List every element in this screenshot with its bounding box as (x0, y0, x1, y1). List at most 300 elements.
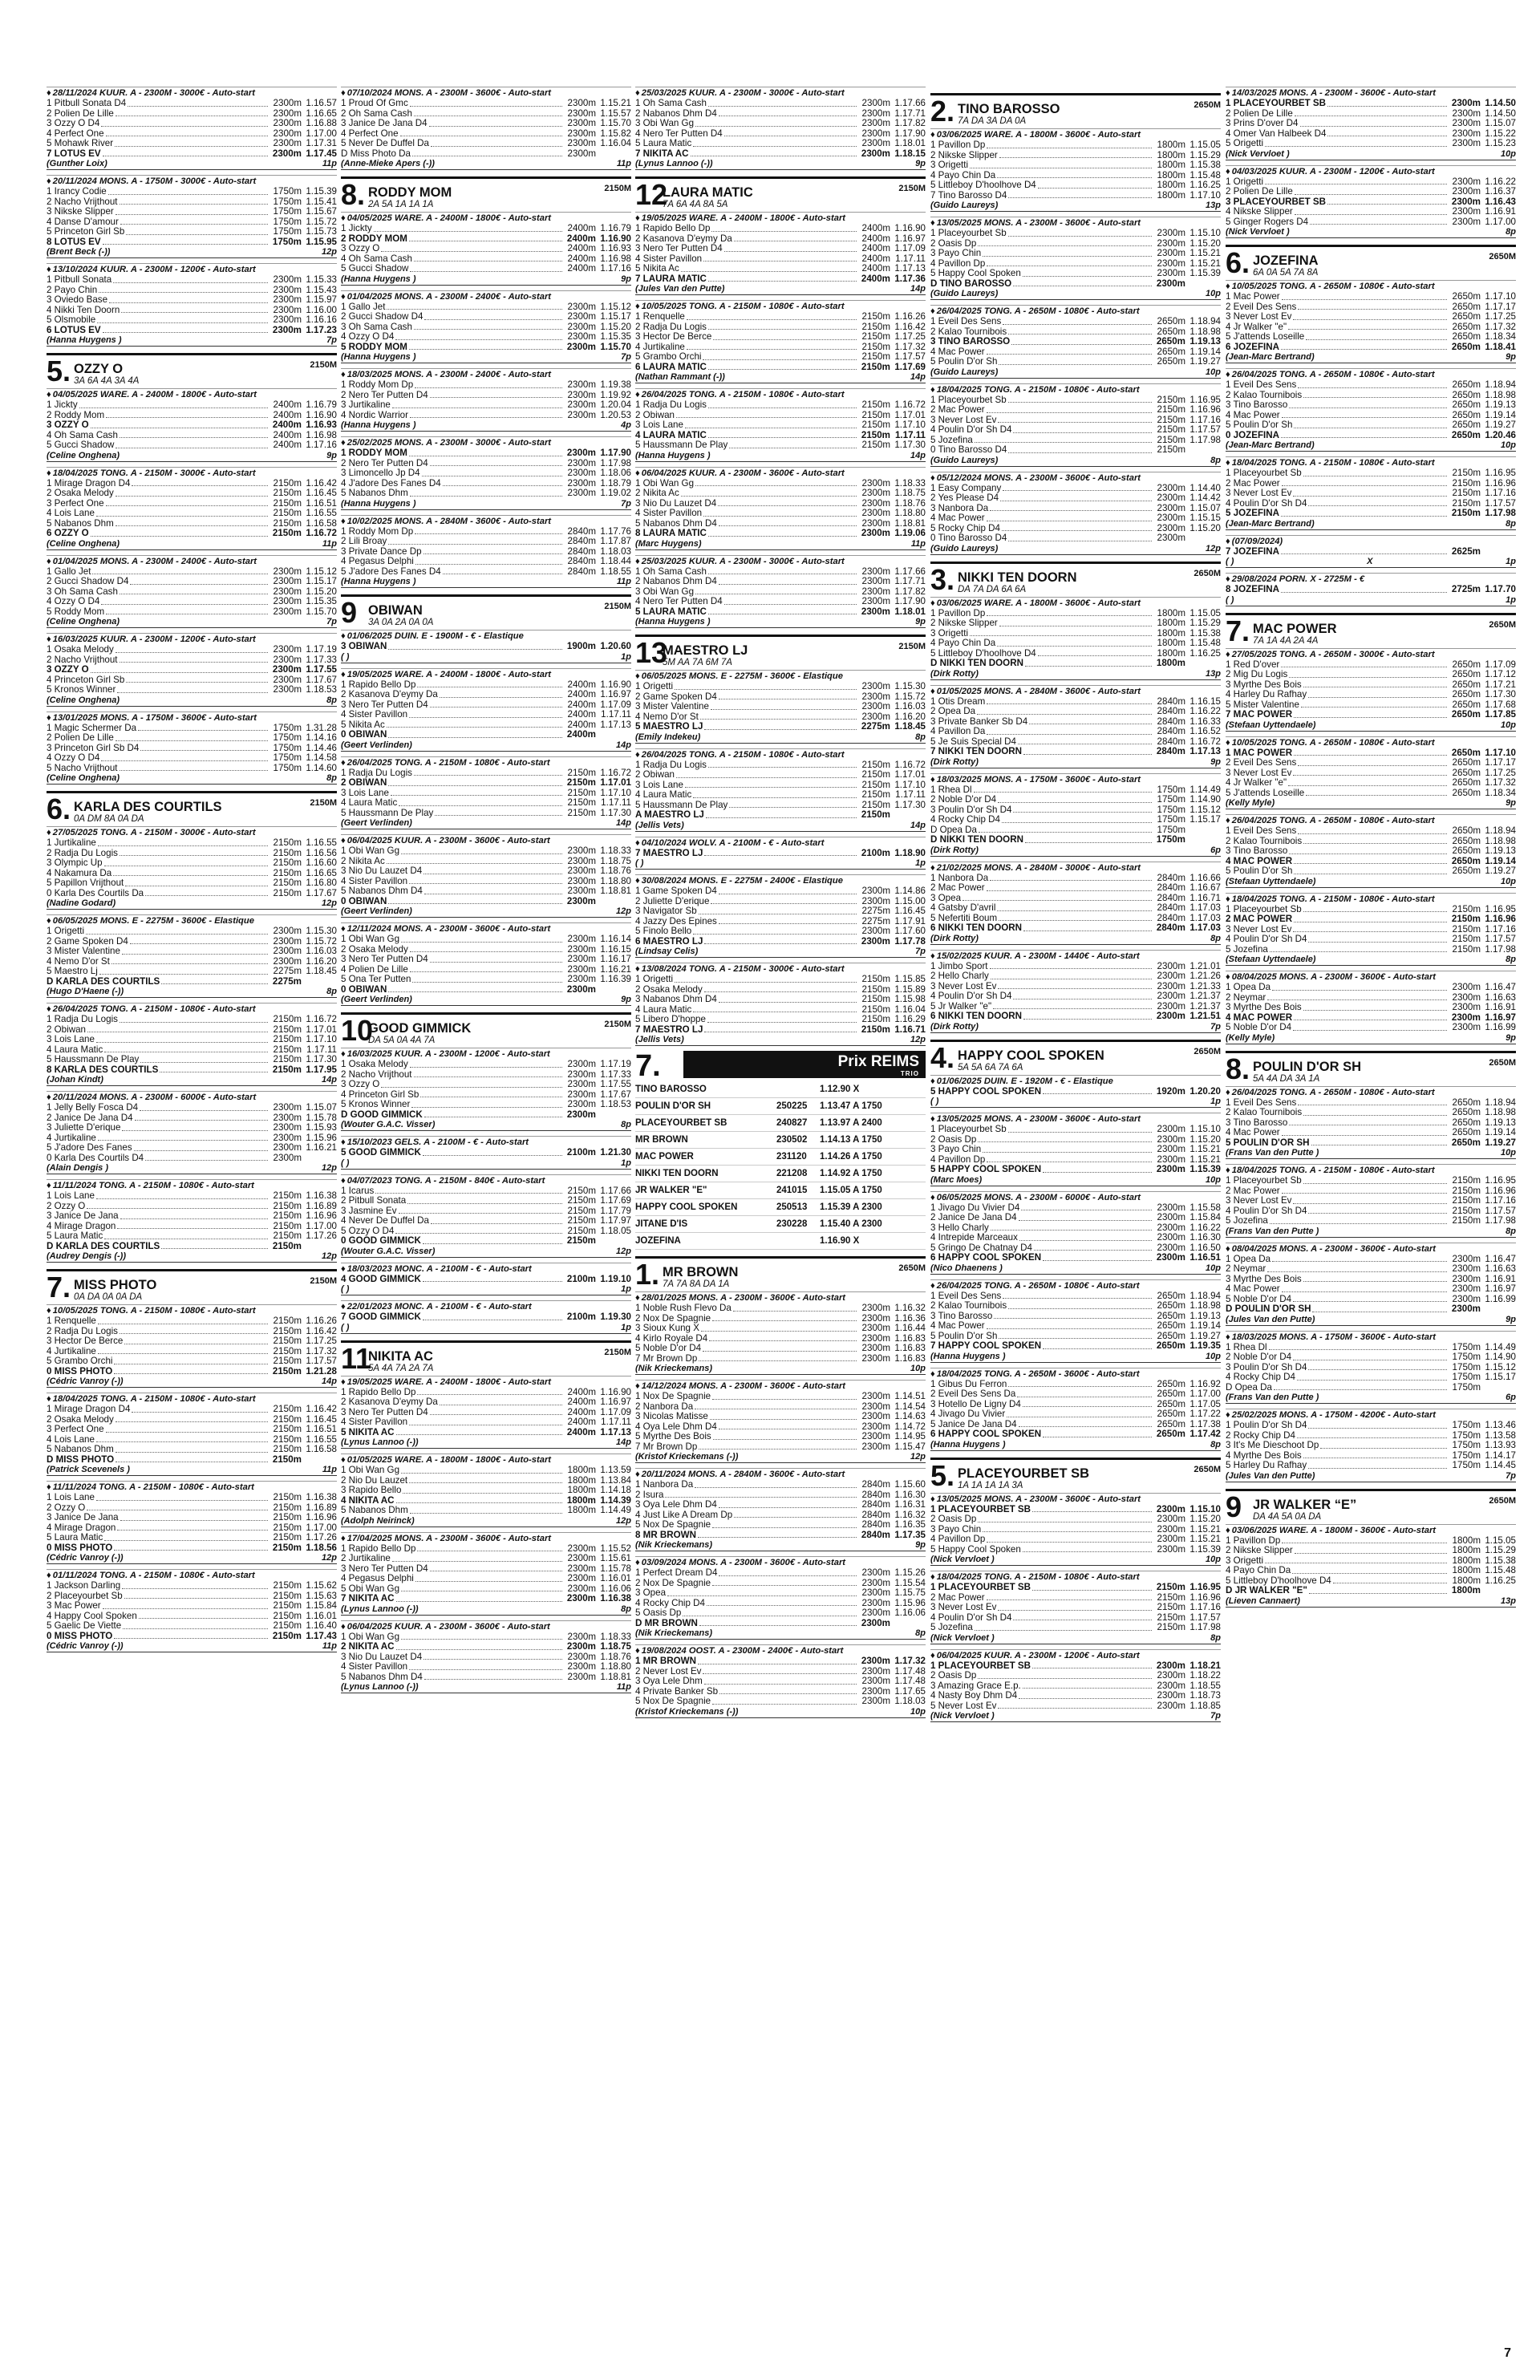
result-time: 1.17.30 (894, 799, 926, 810)
result-horse: 5 Harley Du Rafhay (1226, 1460, 1307, 1470)
result-horse: 1 Roddy Mom Dp (341, 525, 414, 537)
result-time: 1.21.51 (1189, 1011, 1221, 1021)
result-horse: 5 Maestro Lj (47, 966, 98, 976)
driver-name: (Wouter G.A.C. Visser) (341, 1120, 436, 1129)
result-time: 1.18.85 (1189, 1700, 1221, 1711)
field-size: 9p (1506, 1314, 1516, 1324)
result-horse: 5 Poulin D'or Sh (930, 356, 998, 367)
leader-dots (1038, 180, 1152, 189)
diamond-icon: ♦ (341, 1377, 346, 1387)
result-horse: 2 Oasis Dp (930, 1514, 977, 1524)
horse-name: GOOD GIMMICK (368, 1021, 472, 1036)
result-time: 1.17.67 (306, 887, 337, 898)
result-horse: 2 Mig Du Logis (1226, 669, 1288, 679)
result-horse: 1 Opea Da (1226, 1253, 1271, 1264)
race-block (341, 834, 631, 918)
result-horse: 1 Irancy Codie (47, 186, 107, 197)
result-time: 1.17.32 (306, 1345, 337, 1356)
result-distance: 1800m (1157, 180, 1185, 190)
result-time: 1.14.50 (1485, 107, 1516, 119)
result-time: 1.19.14 (1189, 346, 1221, 357)
result-horse: 4 Pegasus Delphi (341, 556, 414, 566)
result-horse: 5 Nabanos Dhm D4 (341, 886, 423, 896)
leader-dots (998, 1603, 1152, 1611)
result-horse: 3 Never Lost Ev (1226, 311, 1292, 322)
leader-dots (403, 1486, 562, 1494)
result-horse: 5 Roddy Mom (47, 606, 105, 617)
leader-dots (410, 411, 562, 419)
result-distance: 2300m (1156, 1011, 1185, 1021)
leader-dots (1294, 420, 1447, 428)
result-horse: 3 Nikske Slipper (47, 206, 114, 217)
leader-dots (443, 479, 562, 487)
result-time: 1.15.72 (306, 935, 337, 947)
race-info: 20/11/2024 MONS. A - 1750M - 3000€ - Auto-start (52, 176, 257, 186)
result-horse: 1 Renquelle (635, 311, 685, 322)
horse-number: 9 (341, 596, 358, 629)
field-size: 8p (1506, 227, 1516, 237)
result-time: 1.18.94 (1189, 1290, 1221, 1301)
result-distance: 2300m (567, 1068, 596, 1080)
result-distance: 1800m (567, 1505, 596, 1515)
race-block (930, 862, 1221, 945)
result-row (635, 1619, 926, 1629)
column-3 (635, 87, 926, 1723)
field-size: 10p (910, 1364, 926, 1373)
result-distance: 1750m (1452, 1460, 1481, 1470)
driver-line (635, 1035, 926, 1046)
result-distance: 2400m (861, 253, 890, 264)
leader-dots (1281, 343, 1447, 351)
leader-dots (712, 1579, 857, 1587)
result-distance: 2650m (1452, 311, 1481, 322)
result-time: 1.16.22 (1485, 176, 1516, 187)
diamond-icon: ♦ (1226, 1410, 1230, 1420)
result-distance: 2300m (1452, 1293, 1481, 1304)
race-header (635, 874, 926, 886)
result-distance: 1750m (1452, 1352, 1481, 1362)
driver-name: (Gunther Loix) (47, 159, 107, 168)
result-distance: 2300m (861, 711, 890, 722)
result-time: 1.17.67 (600, 1089, 631, 1100)
result-row (47, 1425, 337, 1435)
driver-name: (Lynus Lannoo (-)) (635, 159, 713, 168)
leader-dots (1019, 1233, 1152, 1241)
result-time: 1.15.57 (600, 107, 631, 119)
diamond-icon: ♦ (930, 306, 935, 316)
leader-dots (699, 1354, 857, 1362)
result-horse: 4 Laura Matic (341, 797, 398, 808)
result-horse: 1 Rapido Bello Dp (341, 679, 416, 690)
result-horse: 3 Never Lost Ev (1226, 923, 1292, 935)
driver-name: (Dirk Rotty) (930, 756, 979, 767)
result-distance: 1800m (1452, 1545, 1481, 1555)
leader-dots (113, 275, 268, 283)
result-horse: D Opea Da (930, 824, 977, 835)
field-size: 14p (322, 1377, 337, 1386)
race-block (930, 1191, 1221, 1275)
result-time: 1.17.43 (306, 1630, 337, 1641)
result-horse: 1 Nanbora Da (635, 1479, 694, 1490)
leader-dots (140, 744, 268, 752)
diamond-icon: ♦ (635, 390, 640, 399)
leader-dots (998, 1701, 1152, 1709)
result-distance: 2150m (861, 789, 890, 800)
result-time: 1.16.65 (306, 107, 337, 119)
result-time: 1.16.95 (1189, 1582, 1221, 1592)
result-horse: 1 Mirage Dragon D4 (47, 1404, 131, 1414)
result-row (47, 597, 337, 607)
diamond-icon: ♦ (341, 1455, 346, 1465)
result-horse: 2 Radja Du Logis (47, 1325, 118, 1336)
result-time: 1.15.62 (306, 1580, 337, 1591)
result-row (1226, 1352, 1516, 1363)
result-time: 1.15.84 (306, 1600, 337, 1611)
leader-dots (707, 1599, 857, 1607)
result-distance: 2400m (567, 253, 596, 264)
result-horse: 1 Obi Wan Gg (341, 934, 400, 944)
result-time: 1.17.45 (306, 148, 337, 159)
horse-header (47, 353, 337, 386)
result-row (1226, 710, 1516, 720)
result-row (635, 489, 926, 499)
result-horse: 3 Lois Lane (635, 779, 683, 790)
result-time: 1.15.33 (306, 274, 337, 285)
race-header (1226, 456, 1516, 468)
leader-dots (693, 926, 857, 935)
result-distance: 2300m (273, 128, 302, 139)
result-horse: 5 Noble D'or D4 (1226, 1293, 1292, 1304)
field-size: 1p (915, 858, 926, 868)
result-horse: 5 Gucci Shadow (341, 263, 409, 274)
result-distance: 2300m (567, 974, 596, 984)
trio-row (635, 1115, 926, 1132)
diamond-icon: ♦ (341, 291, 346, 302)
horse-info (71, 1279, 310, 1302)
result-time: 1.16.72 (306, 1014, 337, 1024)
result-horse: 4 Sister Pavillon (635, 508, 703, 518)
driver-line (47, 898, 337, 910)
horse-info (365, 604, 604, 627)
result-time: 1.18.53 (306, 684, 337, 695)
result-horse: 1 Jimbo Sport (930, 960, 988, 971)
result-time: 1.18.81 (600, 1671, 631, 1682)
diamond-icon: ♦ (1226, 166, 1230, 176)
race-info: 06/04/2025 KUUR. A - 2300M - 1200€ - Auto-start (936, 1650, 1140, 1660)
horse-number: 7. (1226, 614, 1250, 647)
result-horse: 3 Never Lost Ev (1226, 1195, 1292, 1206)
result-horse: 3 Navigator Sb (635, 906, 697, 916)
result-horse: 3 Origetti (930, 160, 969, 170)
result-horse: 1 Placeyourbet Sb (1226, 903, 1302, 914)
result-distance: 2300m (273, 294, 302, 305)
result-row (930, 445, 1221, 456)
result-row (635, 577, 926, 587)
race-header (341, 212, 631, 224)
race-header (635, 670, 926, 682)
diamond-icon: ♦ (47, 1004, 51, 1014)
result-distance: 2650m (1452, 321, 1481, 332)
result-time: 1.17.11 (601, 709, 631, 720)
result-row (635, 400, 926, 411)
result-time: 1.17.17 (1485, 757, 1516, 768)
race-info: 28/11/2024 KUUR. A - 2300M - 3000€ - Auto-start (52, 88, 255, 98)
result-row (341, 1100, 631, 1110)
race-info: 17/04/2025 MONS. A - 2300M - 3600€ - Auto-start (346, 1533, 552, 1543)
result-time: 1.17.01 (306, 1024, 337, 1035)
diamond-icon: ♦ (635, 468, 640, 478)
result-horse: 5 HAPPY COOL SPOKEN (930, 1164, 1042, 1174)
result-distance: 2300m (861, 1696, 890, 1706)
race-header (930, 862, 1221, 874)
result-time: 1.17.82 (894, 118, 926, 128)
result-horse: 4 Mac Power (1226, 1283, 1280, 1294)
result-row (47, 1367, 337, 1377)
result-horse: 1 Eveil Des Sens (930, 1290, 1002, 1301)
result-horse: 1 Opea Da (1226, 982, 1271, 992)
result-time: 1.14.51 (894, 1391, 926, 1401)
trio-row (635, 1233, 926, 1250)
leader-dots (1289, 400, 1447, 408)
result-distance: 2150m (272, 528, 302, 538)
leader-dots (1308, 1461, 1447, 1469)
result-time: 1.15.70 (600, 118, 631, 128)
result-row (47, 1123, 337, 1133)
driver-line (1226, 149, 1516, 160)
result-row (635, 224, 926, 234)
race-block (930, 950, 1221, 1033)
result-distance: 2300m (567, 943, 596, 955)
result-time: 1.16.20 (306, 955, 337, 967)
result-distance: 2150m (1157, 394, 1185, 405)
result-time: 1.16.72 (600, 767, 631, 778)
horse-number: 5. (47, 355, 71, 387)
diamond-icon: ♦ (1226, 1166, 1230, 1175)
result-horse: 3 Lois Lane (47, 1034, 95, 1044)
result-time: 1.18.41 (1485, 341, 1516, 352)
horse-header (1226, 1051, 1516, 1084)
leader-dots (401, 935, 562, 943)
result-horse: 5 POULIN D'OR SH (1226, 1137, 1310, 1148)
result-horse: 6 JOZEFINA (1226, 341, 1279, 352)
result-distance: 2150m (273, 1336, 302, 1346)
field-size: 8p (326, 695, 337, 705)
leader-dots (1303, 837, 1447, 845)
result-distance: 2650m (1452, 669, 1481, 679)
result-time: 1.17.01 (600, 777, 631, 788)
result-time: 1.17.90 (894, 128, 926, 139)
result-time: 1.16.32 (894, 1303, 926, 1313)
result-row (47, 139, 337, 149)
result-row (341, 798, 631, 809)
trio-code: 230502 (776, 1135, 808, 1145)
result-distance: 2400m (567, 719, 596, 730)
result-distance: 2150m (273, 1502, 302, 1513)
result-distance: 2300m (567, 1671, 596, 1682)
driver-line (930, 1175, 1221, 1186)
field-size: 1p (1506, 557, 1516, 566)
driver-name: (Hanna Huygens ) (341, 352, 416, 362)
result-distance: 2300m (567, 148, 596, 159)
result-distance: 2300m (1452, 107, 1481, 119)
leader-dots (417, 680, 562, 688)
result-distance: 2150m (861, 1024, 890, 1035)
race-block (930, 128, 1221, 212)
leader-dots (695, 587, 857, 595)
result-time: 1.31.28 (306, 722, 337, 733)
result-time: 1.15.20 (306, 586, 337, 597)
result-horse: 7 NIKITA AC (635, 148, 689, 159)
result-horse: 2 Mac Power (930, 404, 985, 415)
result-distance: 1750m (273, 752, 302, 763)
race-block (1226, 893, 1516, 967)
result-row (930, 991, 1221, 1002)
driver-name: (Jules Van den Putte) (635, 284, 725, 294)
leader-dots (123, 1621, 268, 1629)
result-row (47, 838, 337, 849)
result-time: 1.20.04 (600, 399, 631, 410)
horse-number: 4. (930, 1040, 955, 1074)
leader-dots (430, 459, 562, 467)
horse-name: JR WALKER “E” (1253, 1497, 1357, 1512)
result-horse: 5 MAESTRO LJ (635, 721, 703, 732)
leader-dots (1320, 1441, 1447, 1449)
field-size: 10p (1206, 1263, 1221, 1273)
result-horse: 3 OZZY O (47, 420, 89, 430)
leader-dots (979, 825, 1152, 833)
result-row (635, 119, 926, 129)
result-row (341, 468, 631, 479)
result-distance: 2650m (1451, 341, 1481, 352)
race-info: 13/05/2025 MONS. A - 2300M - 3600€ - Auto-start (936, 1114, 1141, 1124)
result-time: 1.18.80 (894, 508, 926, 518)
result-distance: 2300m (567, 389, 596, 400)
leader-dots (388, 730, 562, 738)
driver-line (341, 159, 631, 170)
result-distance: 2150m (861, 331, 890, 342)
result-distance: 2150m (567, 787, 596, 798)
result-time: 1.16.50 (1189, 1242, 1221, 1253)
horse-info (954, 1467, 1194, 1490)
result-horse: 0 MISS PHOTO (47, 1365, 113, 1377)
race-header (341, 922, 631, 935)
leader-dots (719, 577, 857, 585)
leader-dots (430, 700, 562, 708)
result-row (47, 1533, 337, 1543)
result-row (635, 1392, 926, 1402)
driver-line (635, 372, 926, 383)
driver-name: (Nik Krieckemans) (635, 1540, 712, 1550)
leader-dots (424, 1672, 562, 1681)
leader-dots (1295, 187, 1447, 195)
result-horse: 4 J'adore Des Fanes D4 (341, 477, 441, 489)
result-row (1226, 400, 1516, 411)
result-time (1185, 825, 1221, 836)
result-distance: 2300m (1157, 1232, 1185, 1243)
result-time: 1.17.00 (306, 1522, 337, 1533)
race-block (635, 1556, 926, 1640)
result-time: 1.15.17 (1485, 1372, 1516, 1382)
result-time: 1.18.56 (306, 1542, 337, 1553)
result-time: 1.17.11 (895, 789, 926, 800)
result-distance: 2400m (861, 243, 890, 253)
result-distance: 2840m (1157, 716, 1185, 727)
leader-dots (681, 264, 857, 272)
field-size: 10p (1501, 720, 1516, 730)
result-time: 1.18.80 (600, 875, 631, 886)
result-row (341, 1574, 631, 1584)
result-horse: 0 OBIWAN (341, 729, 387, 740)
driver-line (635, 1707, 926, 1718)
result-row (341, 332, 631, 343)
race-header (930, 1191, 1221, 1203)
result-distance: 2300m (1157, 1523, 1185, 1535)
result-distance: 2300m (861, 576, 890, 586)
leader-dots (120, 1211, 268, 1219)
race-header (341, 630, 631, 642)
result-horse: 3 Origetti (1226, 1555, 1264, 1566)
leader-dots (975, 1623, 1152, 1631)
result-horse: 1 Pitbull Sonata (47, 274, 112, 285)
result-time: 1.20.53 (600, 409, 631, 420)
leader-dots (414, 109, 562, 117)
leader-dots (120, 655, 268, 663)
race-info: 26/04/2025 TONG. A - 2150M - 1080€ - Auto-start (641, 749, 845, 760)
race-info: 14/12/2024 MONS. A - 2300M - 3600€ - Auto-start (641, 1381, 846, 1391)
leader-dots (116, 1455, 268, 1463)
result-distance: 1800m (1157, 169, 1185, 180)
trio-horse: NIKKI TEN DOORN (635, 1169, 719, 1178)
result-horse: 5 Nabanos Dhm (341, 488, 408, 498)
result-time: 1.17.03 (1189, 902, 1221, 913)
result-time: 1.17.69 (894, 361, 926, 372)
race-block (930, 773, 1221, 857)
result-distance: 2300m (567, 457, 596, 468)
leader-dots (1043, 1253, 1152, 1261)
leader-dots (98, 1347, 268, 1355)
leader-dots (1333, 1576, 1447, 1584)
field-size: 7p (1506, 1470, 1516, 1481)
result-time (302, 1154, 337, 1164)
leader-dots (414, 322, 562, 330)
result-horse: 2 Mac Power (930, 882, 985, 893)
race-header (1226, 648, 1516, 660)
result-distance: 2650m (1452, 767, 1481, 778)
result-time: 1.13.84 (600, 1474, 631, 1486)
result-distance: 2150m (567, 1225, 596, 1236)
result-distance: 2150m (273, 1356, 302, 1366)
leader-dots (116, 733, 268, 741)
race-info: 26/04/2025 TONG. A - 2150M - 1080€ - Auto-start (346, 757, 550, 768)
result-distance: 1750m (272, 236, 302, 247)
result-horse: 2 Mac Power (930, 1591, 985, 1603)
race-block (341, 1620, 631, 1694)
result-distance: 2650m (1452, 331, 1481, 342)
result-row (930, 425, 1221, 436)
race-header (341, 1376, 631, 1388)
result-horse: 4 Payo Chin Da (930, 169, 996, 180)
result-distance: 2400m (567, 243, 596, 253)
race-block (1226, 1409, 1516, 1482)
result-row (1226, 983, 1516, 993)
result-horse: 4 Mac Power (1226, 1127, 1280, 1137)
result-distance: 2150m (272, 1064, 302, 1075)
leader-dots (987, 259, 1152, 267)
leader-dots (114, 1356, 268, 1364)
field-size: 8p (1210, 933, 1221, 943)
result-distance: 2300m (567, 138, 596, 148)
result-horse: 5 J'adore Des Fanes D4 (341, 566, 441, 577)
